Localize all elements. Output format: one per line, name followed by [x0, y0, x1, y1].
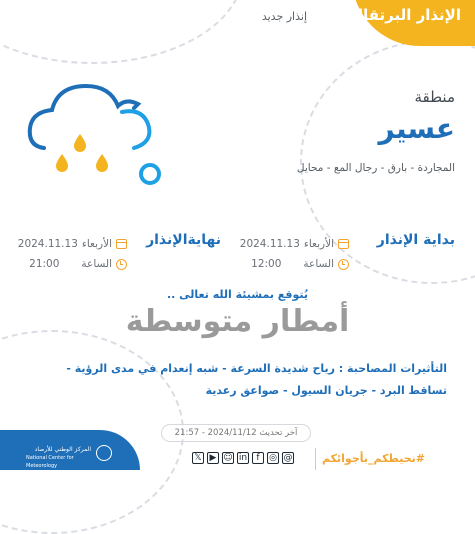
ncm-logo-text — [26, 446, 91, 470]
clock-icon — [338, 259, 349, 270]
alert-end-date: 2024.11.13 — [17, 238, 78, 250]
ncm-logo — [0, 430, 140, 470]
snapchat-icon[interactable]: ☺ — [223, 453, 233, 463]
alert-end-date-row — [18, 238, 127, 250]
alert-end-time: 21:00 — [29, 258, 60, 270]
social-links — [192, 452, 294, 464]
new-alert-label[interactable]: إنذار جديد — [261, 10, 307, 23]
x-icon[interactable]: 𝕏 — [192, 452, 204, 464]
accompanying-effects — [27, 358, 447, 402]
region-label: منطقة — [414, 88, 455, 106]
alert-start-day: الأربعاء — [303, 238, 334, 250]
background-arc-top — [0, 0, 244, 64]
affected-areas: المجاردة - بارق - رجال المع - محايل — [296, 162, 455, 174]
clock-icon — [116, 259, 127, 270]
effects-line-2: تساقط البرد - جريان السيول - صواعق رعدية — [205, 384, 447, 397]
alert-end-day: الأربعاء — [81, 238, 112, 250]
rain-cloud-icon — [22, 78, 172, 190]
instagram-icon[interactable]: ◎ — [267, 452, 279, 464]
alert-start-time-label: الساعة — [303, 258, 334, 270]
calendar-icon — [338, 239, 349, 249]
alert-end-section — [17, 232, 221, 277]
alert-start-time: 12:00 — [251, 258, 282, 270]
alert-end-time-row — [29, 258, 127, 270]
alert-end-time-label: الساعة — [81, 258, 112, 270]
alert-end-title: نهايةالإنذار — [146, 232, 221, 248]
alert-start-date-row — [240, 238, 349, 250]
ncm-emblem-icon — [96, 445, 112, 461]
threads-icon[interactable]: @ — [283, 453, 293, 463]
ncm-name-en: National Center for Meteorology — [26, 455, 74, 469]
footer-divider — [315, 448, 316, 470]
alert-start-section — [239, 232, 455, 277]
forecast-phenomenon: أمطار متوسطة — [125, 304, 350, 339]
badge-title: الإنذار البرتقالي — [342, 6, 461, 24]
hashtag[interactable]: #نحيطكم_بأجوائكم — [322, 452, 426, 465]
last-updated: آخر تحديث 2024/11/12 - 21:57 — [161, 424, 311, 442]
orange-alert-badge — [342, 0, 475, 46]
alert-start-time-row — [251, 258, 349, 270]
alert-start-title: بداية الإنذار — [376, 232, 455, 248]
youtube-icon[interactable]: ▶ — [207, 452, 219, 464]
alert-start-date: 2024.11.13 — [239, 238, 300, 250]
facebook-icon[interactable]: f — [252, 452, 264, 464]
linkedin-icon[interactable]: in — [238, 453, 248, 463]
effects-line-1: التأثيرات المصاحبة : رياح شديدة السرعة - شبه إنعدام في مدى الرؤية - — [66, 362, 447, 375]
forecast-intro: يُتوقع بمشيئة الله تعالى .. — [166, 288, 309, 301]
ncm-name-ar: المركز الوطني للأرصاد — [34, 446, 91, 453]
region-name: عسير — [378, 112, 455, 145]
calendar-icon — [116, 239, 127, 249]
